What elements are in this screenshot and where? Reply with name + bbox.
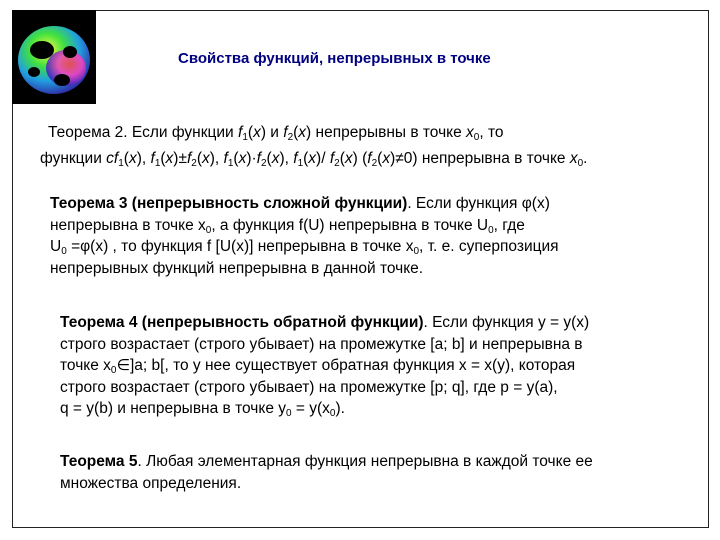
- theorem-2-line-1: Теорема 2. Если функции $f_1(x)$ и $f_2(x)$ непрерывны в точке $x_0$, то: [48, 124, 504, 143]
- theorem-2-line-2: функции $cf_1(x)$, $f_1(x)\pm f_2(x)$, $f_1(x)\cdot f_2(x)$, $f_1(x)/$ $f_2(x)$ $(f_2(x)\ne 0)$ непрерывна в точке $x_0$.: [40, 150, 588, 169]
- theorem-5: Теорема 5. Любая элементарная функция непрерывна в каждой точке ее множества определения.: [60, 453, 593, 492]
- slide-title: Свойства функций, непрерывных в точке: [178, 50, 491, 67]
- theorem-4: Теорема 4 (непрерывность обратной функции). Если функция y = y(x) строго возрастает (строго убывает) на промежутке [a; b] и непрерывна в точке $x_0\in]a$; b[, то у нее существует обратная функция x = x(y), которая строго возрастает (строго убывает) на промежутке [p; q], где p = y(a), q = y(b) и непрерывна в точке $y_0 = y(x_0)$.: [60, 314, 590, 419]
- tori-3d-icon: [12, 10, 96, 104]
- theorem-3: Теорема 3 (непрерывность сложной функции). Если функция φ(x) непрерывна в точке $x_0$, а функция f(U) непрерывна в точке $U_0$, где $U_0 =\varphi(x)$ , то функция f [U(x)] непрерывна в точке $x_0$, т. е. суперпозиция непрерывных функций непрерывна в данной точке.: [50, 195, 559, 277]
